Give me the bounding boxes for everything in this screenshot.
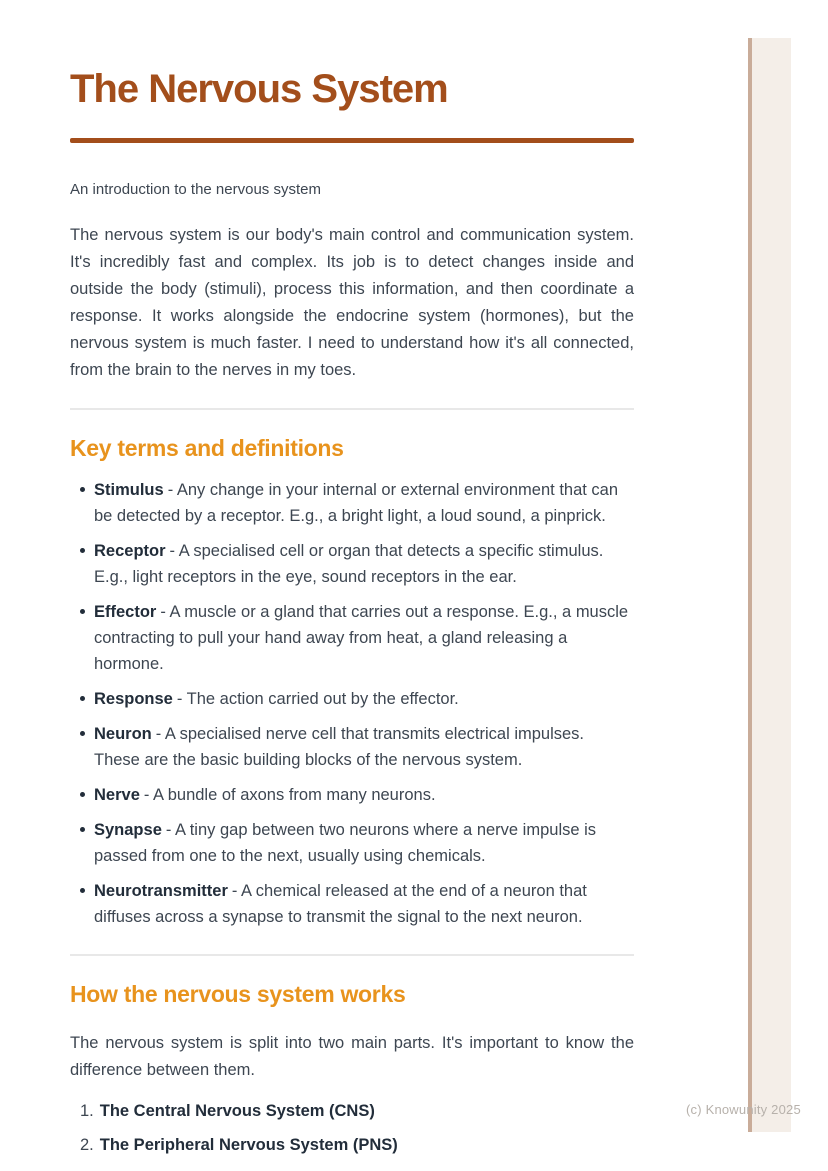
- title-underline-rule: [70, 138, 634, 143]
- term-definition: - A specialised cell or organ that detects a specific stimulus. E.g., light receptors in the eye, sound receptors in the ear.: [94, 542, 604, 586]
- list-item: [70, 686, 634, 712]
- list-item: [70, 1132, 634, 1158]
- term-label: Receptor: [94, 542, 166, 560]
- term-label: Effector: [94, 603, 157, 621]
- page-title: The Nervous System: [70, 67, 448, 111]
- term-label: Response: [94, 690, 173, 708]
- list-label: The Peripheral Nervous System (PNS): [99, 1136, 398, 1154]
- list-item: [70, 538, 634, 590]
- term-label: Nerve: [94, 786, 140, 804]
- term-definition: - The action carried out by the effector.: [176, 690, 459, 708]
- list-item: [70, 782, 634, 808]
- list-number: 2.: [80, 1136, 94, 1154]
- list-item: [70, 599, 634, 677]
- document-subtitle: An introduction to the nervous system: [70, 181, 321, 198]
- term-definition: - A tiny gap between two neurons where a nerve impulse is passed from one to the next, usually using chemicals.: [94, 821, 597, 865]
- key-terms-list: [70, 477, 634, 930]
- term-definition: - A muscle or a gland that carries out a response. E.g., a muscle contracting to pull your hand away from heat, a gland releasing a hormone.: [94, 603, 629, 673]
- term-label: Synapse: [94, 821, 162, 839]
- term-label: Neuron: [94, 725, 152, 743]
- key-terms-heading: Key terms and definitions: [70, 435, 344, 461]
- list-number: 1.: [80, 1102, 94, 1120]
- term-definition: - A chemical released at the end of a neuron that diffuses across a synapse to transmit the signal to the next neuron.: [94, 882, 587, 926]
- list-item: [70, 721, 634, 773]
- page-edge-stripe: [748, 38, 791, 1132]
- how-it-works-heading: How the nervous system works: [70, 981, 406, 1007]
- term-definition: - A specialised nerve cell that transmits electrical impulses. These are the basic building blocks of the nervous system.: [94, 725, 585, 769]
- copyright-watermark: (c) Knowunity 2025: [686, 1102, 801, 1117]
- intro-paragraph: The nervous system is our body's main control and communication system. It's incredibly fast and complex. Its job is to detect changes inside and outside the body (stimuli), process this information, and then coordinate a response. It works alongside the endocrine system (hormones), but the nervous system is much faster. I need to understand how it's all connected, from the brain to the nerves in my toes.: [70, 226, 634, 379]
- section-divider: [70, 408, 634, 410]
- how-it-works-paragraph: The nervous system is split into two main parts. It's important to know the difference between them.: [70, 1034, 634, 1079]
- section-divider: [70, 954, 634, 956]
- term-label: Neurotransmitter: [94, 882, 228, 900]
- list-item: [70, 817, 634, 869]
- list-item: [70, 477, 634, 529]
- term-definition: - Any change in your internal or external environment that can be detected by a receptor. E.g., a bright light, a loud sound, a pinprick.: [94, 481, 619, 525]
- term-definition: - A bundle of axons from many neurons.: [143, 786, 436, 804]
- list-item: [70, 1098, 634, 1124]
- nervous-system-parts-list: [70, 1098, 634, 1158]
- list-label: The Central Nervous System (CNS): [99, 1102, 375, 1120]
- term-label: Stimulus: [94, 481, 164, 499]
- document-content: [70, 0, 634, 1166]
- list-item: [70, 878, 634, 930]
